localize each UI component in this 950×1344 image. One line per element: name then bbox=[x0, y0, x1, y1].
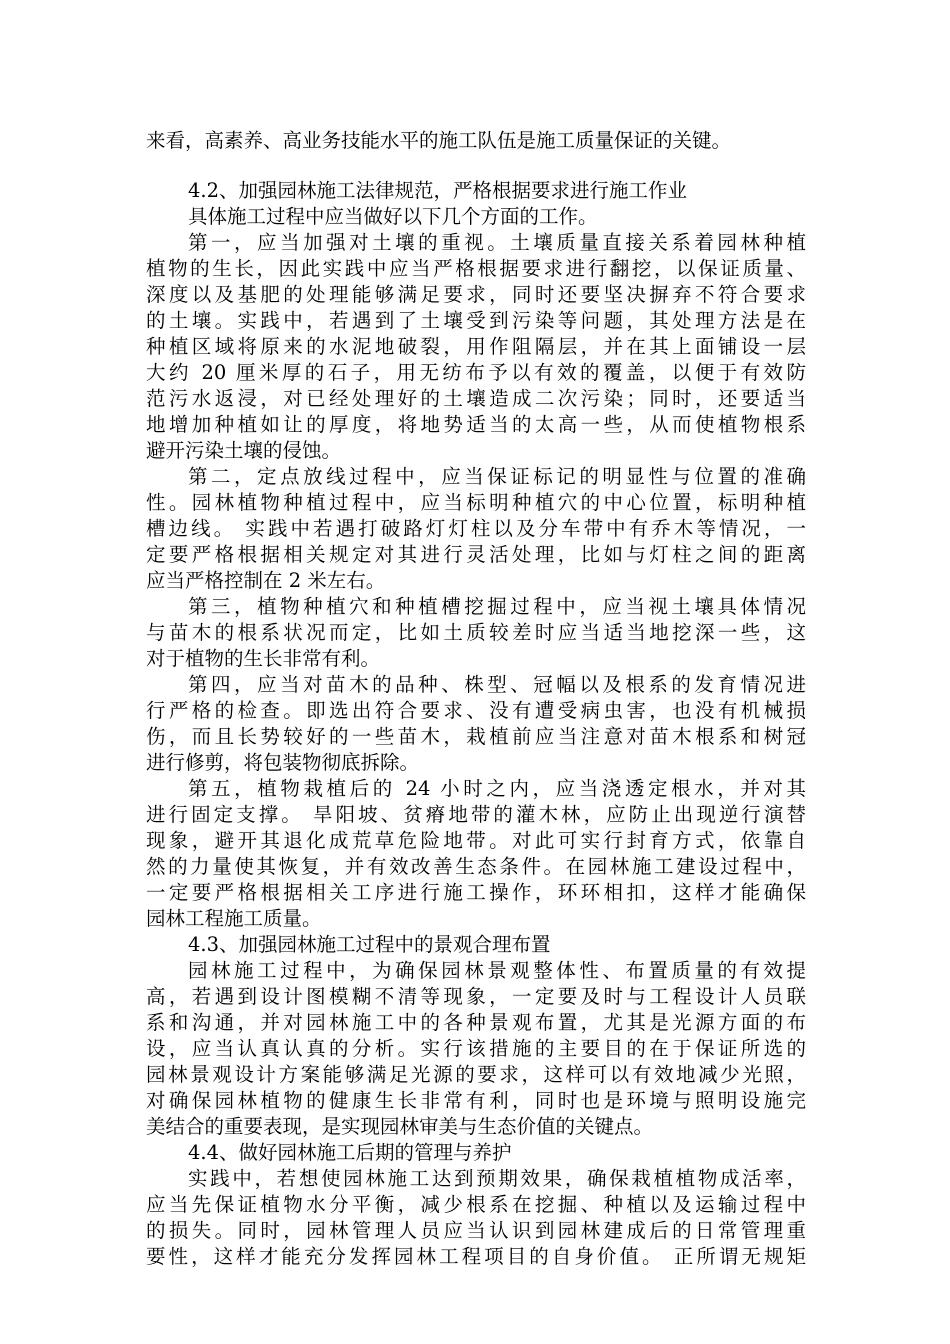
text-line: 的土壤。实践中，若遇到了土壤受到污染等问题，其处理方法是在 bbox=[146, 309, 806, 332]
text-line: 第二，定点放线过程中，应当保证标记的明显性与位置的准确 bbox=[188, 465, 806, 488]
text-line: 要性，这样才能充分发挥园林工程项目的自身价值。 正所谓无规矩 bbox=[146, 1245, 806, 1268]
text-line: 第三，植物种植穴和种植槽挖掘过程中，应当视土壤具体情况 bbox=[188, 595, 806, 618]
text-line: 进行修剪，将包装物彻底拆除。 bbox=[146, 751, 420, 774]
text-line: 园林工程施工质量。 bbox=[146, 907, 322, 930]
text-line: 深度以及基肥的处理能够满足要求，同时还要坚决摒弃不符合要求 bbox=[146, 283, 806, 306]
text-line: 实践中，若想使园林施工达到预期效果，确保栽植植物成活率， bbox=[188, 1167, 806, 1190]
text-line: 性。园林植物种植过程中，应当标明种植穴的中心位置，标明种植 bbox=[146, 491, 806, 514]
text-line: 对确保园林植物的健康生长非常有利，同时也是环境与照明设施完 bbox=[146, 1089, 806, 1112]
text-line: 高，若遇到设计图模糊不清等现象，一定要及时与工程设计人员联 bbox=[146, 985, 806, 1008]
text-line: 种植区域将原来的水泥地破裂，用作阻隔层，并在其上面铺设一层 bbox=[146, 335, 806, 358]
text-line: 第五，植物栽植后的 24 小时之内，应当浇透定根水，并对其 bbox=[188, 777, 806, 800]
text-line: 来看，高素养、高业务技能水平的施工队伍是施工质量保证的关键。 bbox=[146, 129, 732, 152]
text-line: 第一，应当加强对土壤的重视。土壤质量直接关系着园林种植 bbox=[188, 231, 806, 254]
section-heading: 4.3、加强园林施工过程中的景观合理布置 bbox=[188, 933, 551, 956]
text-line: 行严格的检查。即选出符合要求、没有遭受病虫害，也没有机械损 bbox=[146, 699, 806, 722]
text-line: 植物的生长，因此实践中应当严格根据要求进行翻挖，以保证质量、 bbox=[146, 257, 806, 280]
text-line: 现象，避开其退化成荒草危险地带。对此可实行封育方式，依靠自 bbox=[146, 829, 806, 852]
section-heading: 4.2、加强园林施工法律规范，严格根据要求进行施工作业 bbox=[188, 179, 688, 202]
text-line: 应当严格控制在 2 米左右。 bbox=[146, 569, 386, 592]
text-line: 与苗木的根系状况而定，比如土质较差时应当适当地挖深一些，这 bbox=[146, 621, 806, 644]
text-line: 定要严格根据相关规定对其进行灵活处理，比如与灯柱之间的距离 bbox=[146, 543, 806, 566]
text-line: 一定要严格根据相关工序进行施工操作，环环相扣，这样才能确保 bbox=[146, 881, 806, 904]
text-line: 美结合的重要表现，是实现园林审美与生态价值的关键点。 bbox=[146, 1115, 654, 1138]
text-line: 设，应当认真认真的分析。实行该措施的主要目的在于保证所选的 bbox=[146, 1037, 806, 1060]
text-line: 第四，应当对苗木的品种、株型、冠幅以及根系的发育情况进 bbox=[188, 673, 806, 696]
text-line: 园林景观设计方案能够满足光源的要求，这样可以有效地减少光照， bbox=[146, 1063, 806, 1086]
text-line: 的损失。同时，园林管理人员应当认识到园林建成后的日常管理重 bbox=[146, 1219, 806, 1242]
text-line: 具体施工过程中应当做好以下几个方面的工作。 bbox=[188, 205, 598, 228]
text-line: 对于植物的生长非常有利。 bbox=[146, 647, 381, 670]
text-line: 系和沟通，并对园林施工中的各种景观布置，尤其是光源方面的布 bbox=[146, 1011, 806, 1034]
text-line: 地增加种植如让的厚度，将地势适当的太高一些，从而使植物根系 bbox=[146, 413, 806, 436]
text-line: 伤，而且长势较好的一些苗木，栽植前应当注意对苗木根系和树冠 bbox=[146, 725, 806, 748]
text-line: 进行固定支撑。 旱阳坡、贫瘠地带的灌木林，应防止出现逆行演替 bbox=[146, 803, 806, 826]
text-line: 避开污染土壤的侵蚀。 bbox=[146, 439, 342, 462]
text-line: 范污水返浸，对已经处理好的土壤造成二次污染；同时，还要适当 bbox=[146, 387, 806, 410]
text-line: 大约 20 厘米厚的石子，用无纺布予以有效的覆盖，以便于有效防 bbox=[146, 361, 806, 384]
text-line: 园林施工过程中，为确保园林景观整体性、布置质量的有效提 bbox=[188, 959, 806, 982]
text-line: 槽边线。 实践中若遇打破路灯灯柱以及分车带中有乔木等情况，一 bbox=[146, 517, 806, 540]
text-line: 然的力量使其恢复，并有效改善生态条件。在园林施工建设过程中， bbox=[146, 855, 806, 878]
text-line: 应当先保证植物水分平衡，减少根系在挖掘、种植以及运输过程中 bbox=[146, 1193, 806, 1216]
section-heading: 4.4、做好园林施工后期的管理与养护 bbox=[188, 1141, 512, 1164]
